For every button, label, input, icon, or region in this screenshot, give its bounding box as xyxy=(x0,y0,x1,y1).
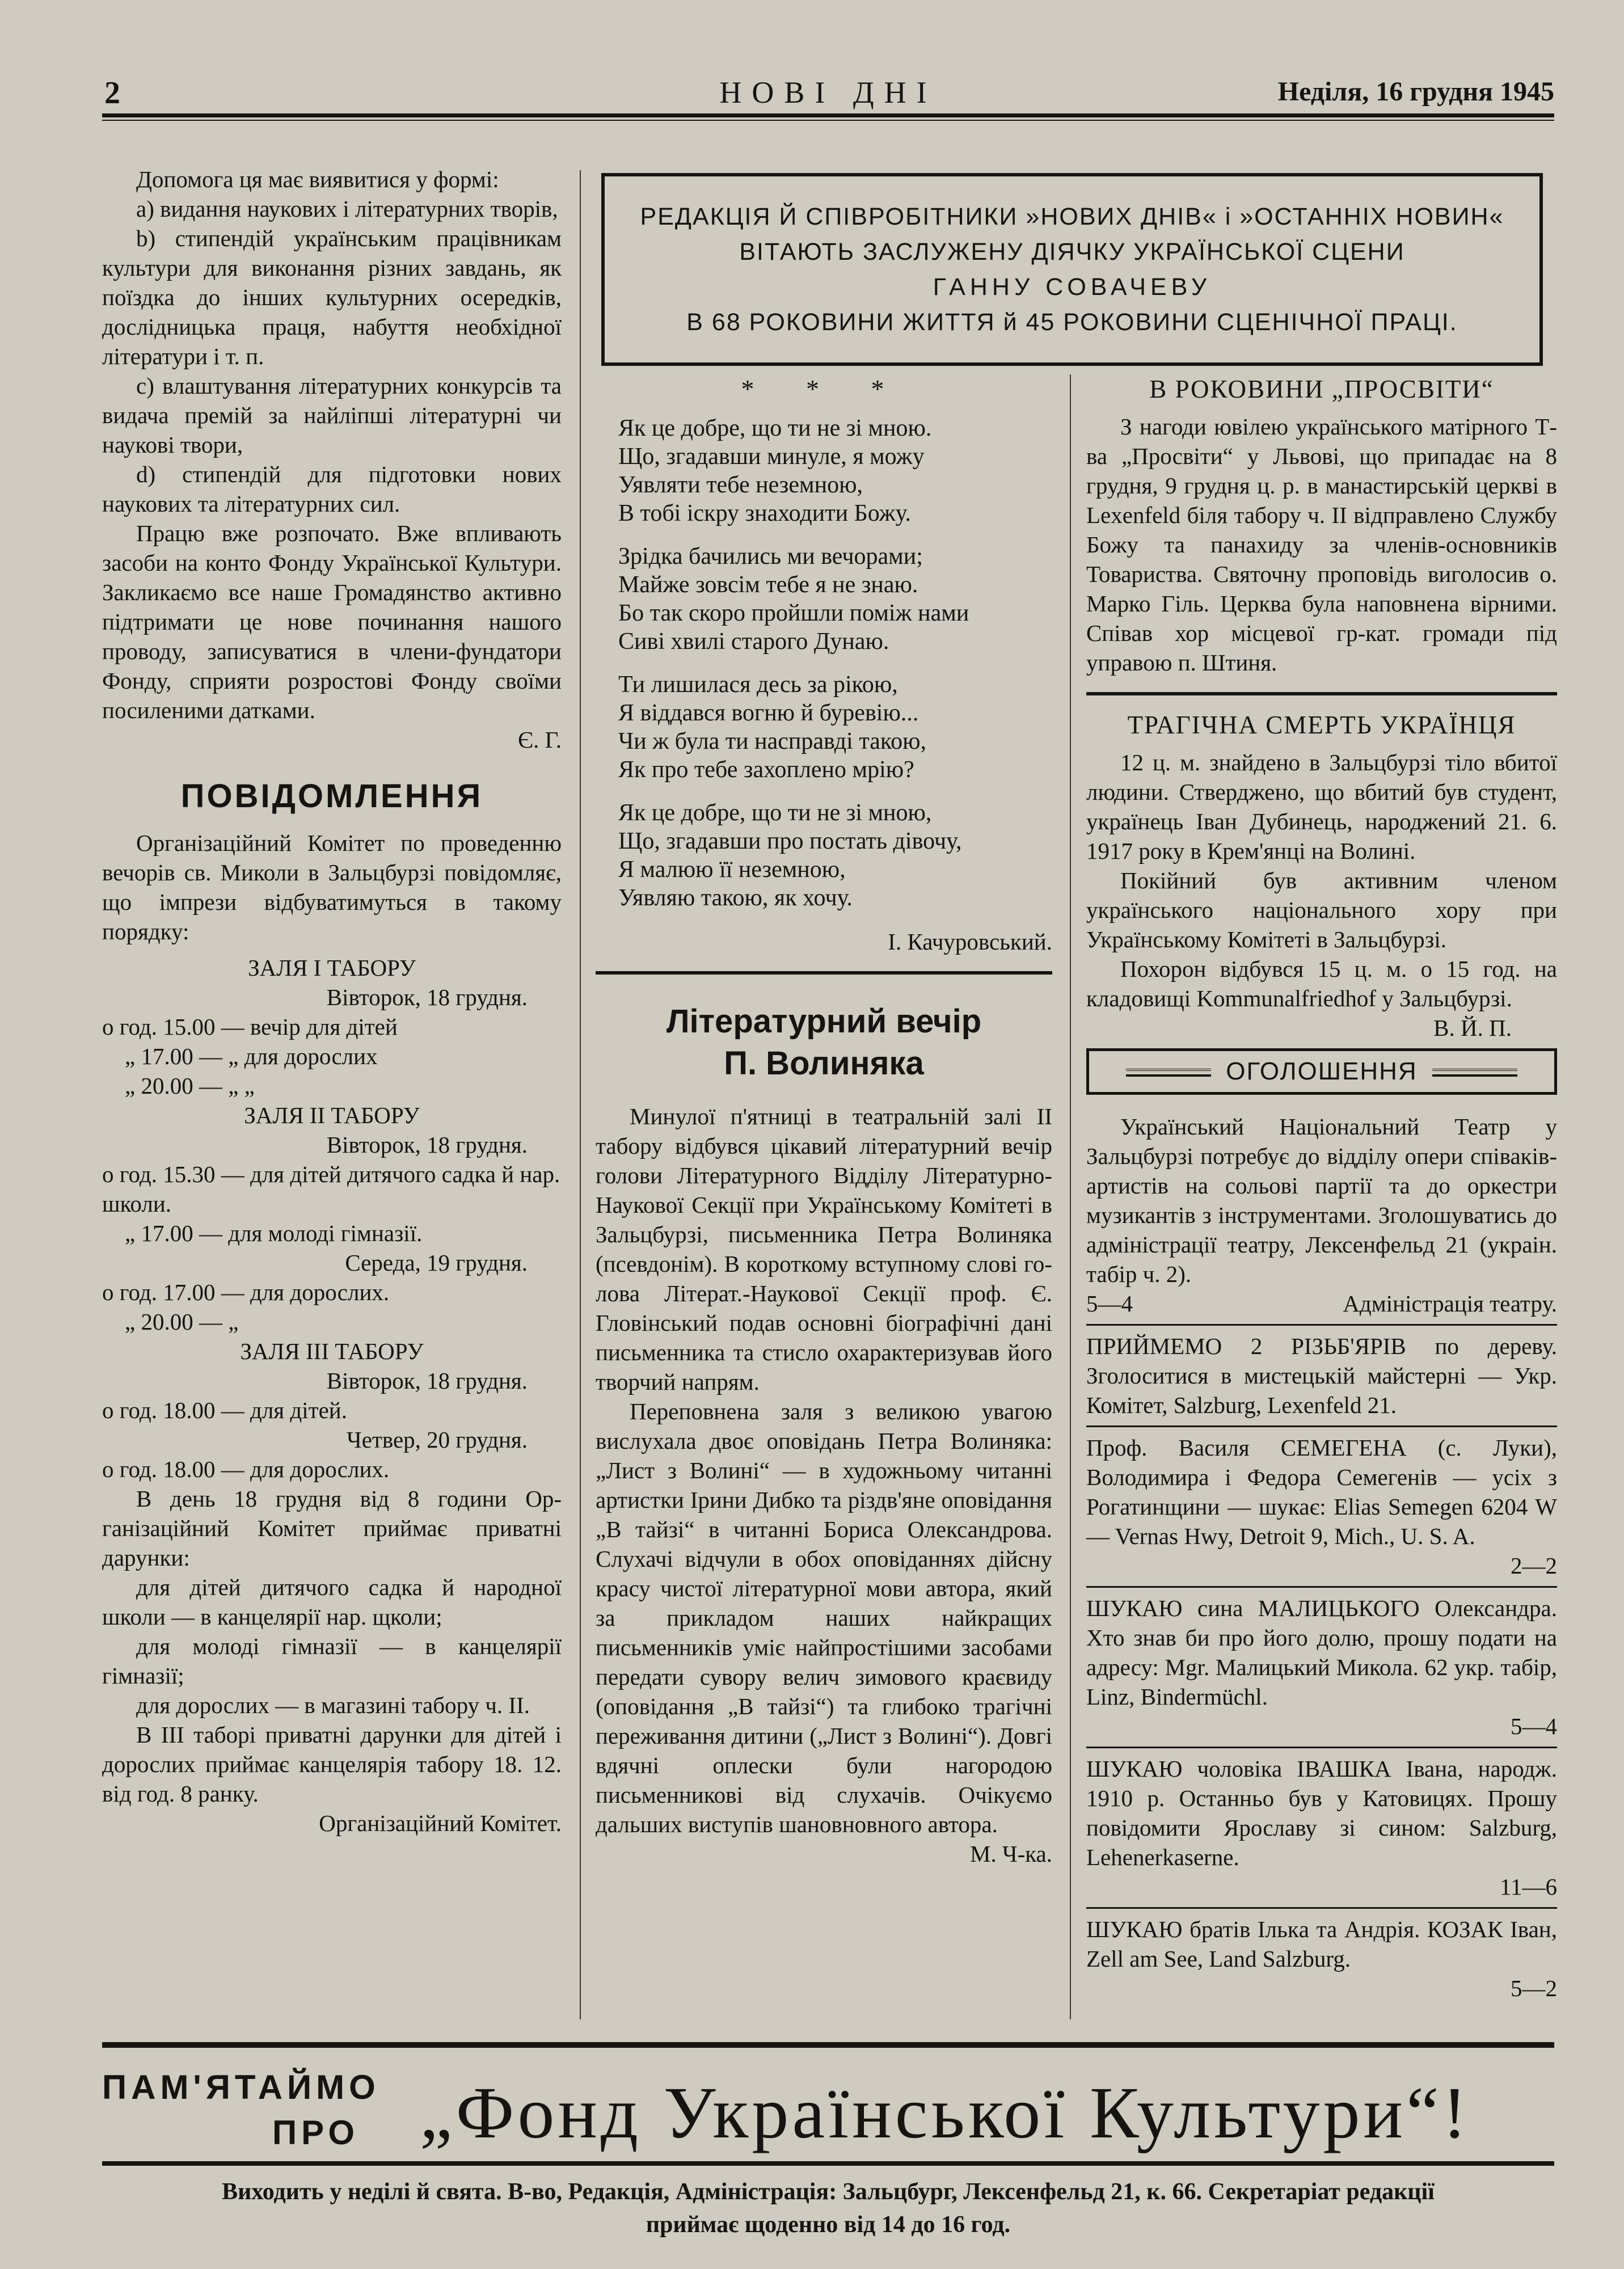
paragraph: З нагоди ювілею українського матірного Т-ва „Просвіти“ у Львові, що припадає на 8 грудня, 9 грудня ц. р. в манастирській церкві в Lexenfeld біля табору ч. II відправлено Службу Божу та панахиду за членів-основників Товариства. Святочну проповідь виголосив о. Марко Гіль. Церква була наповнена вірними. Співав хор місцевої гр-кат. громади під управою п. Штиня. xyxy=(1086,414,1557,676)
heading-line: Літературний вечір xyxy=(666,1003,982,1040)
poem-line: Чи ж була ти насправді такою, xyxy=(618,728,927,754)
masthead-title: НОВІ ДНІ xyxy=(719,75,937,109)
ads-heading-box xyxy=(1086,1048,1557,1095)
ad-text: Проф. Василя СЕМЕГЕНА (с. Луки), Володимира і Федора Семегенів — усіх з Рогатинщини — шукає: Elias Semegen 6204 W — Vernas Hwy, Detroit 9, Mich., U. S. A. xyxy=(1086,1435,1557,1549)
ad-item xyxy=(1086,1588,1557,1748)
schedule-line: „ 20.00 — „ xyxy=(125,1309,239,1335)
column-middle xyxy=(596,374,1052,1869)
paragraph: a) видання наукових і літературних творів, xyxy=(136,196,558,222)
poem-line: В тобі іскру знаходити Божу. xyxy=(618,500,911,526)
ad-item xyxy=(1086,1106,1557,1326)
paragraph: c) влаштування літературних конкурсів та видача премій за найліпші літературні чи наукові твори, xyxy=(102,373,562,458)
section-rule xyxy=(596,971,1052,975)
paragraph: Організаційний Комітет по проведенню вечорів св. Миколи в Зальцбурзі повідомляє, що імпрези відбуватимуться в такому порядку: xyxy=(102,830,562,944)
header-rule xyxy=(102,113,1554,121)
poem-line: Уявляти тебе неземною, xyxy=(618,472,863,498)
issue-date: Неділя, 16 грудня 1945 xyxy=(1277,77,1554,107)
ad-text: ШУКАЮ сина МАЛИЦЬКОГО Олександра. Хто знав би про його долю, прошу подати на адресу: Mgr. Малицький Микола. 62 укр. табір, Linz, Bindermüchl. xyxy=(1086,1595,1557,1710)
banner-small-text xyxy=(102,2065,380,2156)
poem-author: І. Качуровський. xyxy=(888,929,1052,955)
fund-article xyxy=(102,165,562,754)
column-divider xyxy=(580,170,581,2019)
poem-line: Сиві хвилі старого Дунаю. xyxy=(618,629,889,655)
hall-heading: ЗАЛЯ І ТАБОРУ xyxy=(248,955,416,981)
death-heading: ТРАГІЧНА СМЕРТЬ УКРАЇНЦЯ xyxy=(1127,711,1516,739)
hall-heading: ЗАЛЯ II ТАБОРУ xyxy=(244,1102,420,1128)
column-divider xyxy=(1070,374,1071,2019)
ad-code: 11—6 xyxy=(1500,1874,1557,1900)
paragraph: Минулої п'ятниці в театральній залі II табору відбувся цікавий літературний вечір голови Літературного Відділу Літературно-Наукової Секції при Українському Комітеті в Зальцбурзі, письменника Петра Волиняка (псевдонім). В короткому вступному слові голова Літерат.-Наукової Секції проф. Є. Гловінський подав основні біографічні дані письменника та стисло охарактеризував його творчий напрям. xyxy=(596,1103,1052,1395)
ad-text: Український Національний Театр у Зальцбурзі потребує до відділу опери співаків-артистів на сольові партії та до оркестри музикантів з інструментами. Зголошуватись до адміністрації театру, Лексенфельд 21 (украін. табір ч. 2). xyxy=(1086,1114,1557,1287)
poem-stanza xyxy=(618,414,1052,528)
announcement-heading: ПОВІДОМЛЕННЯ xyxy=(180,778,483,815)
literary-evening-heading xyxy=(596,1001,1052,1085)
poem-line: Майже зовсім тебе я не знаю. xyxy=(618,572,918,598)
schedule-line: „ 20.00 — „ „ xyxy=(125,1073,255,1099)
decor-rule xyxy=(1126,1069,1211,1077)
poem-line: Я малюю її неземною, xyxy=(618,857,846,883)
schedule-day: Четвер, 20 грудня. xyxy=(347,1427,528,1453)
greeting-line: В 68 РОКОВИНИ ЖИТТЯ й 45 РОКОВИНИ СЦЕНІЧНОЇ ПРАЦІ. xyxy=(686,309,1458,336)
paragraph: В день 18 грудня від 8 години Організаційний Комітет приймає приватні дарунки: xyxy=(102,1486,562,1571)
schedule-day: Вівторок, 18 грудня. xyxy=(326,1132,528,1158)
schedule-line: о год. 17.00 — для дорослих. xyxy=(102,1279,390,1305)
schedule-line: о год. 15.00 — вечір для дітей xyxy=(102,1014,398,1040)
prosvita-heading: В РОКОВИНИ „ПРОСВІТИ“ xyxy=(1149,375,1494,403)
hall-heading: ЗАЛЯ III ТАБОРУ xyxy=(240,1338,424,1364)
ad-signature: Адміністрація театру. xyxy=(1343,1290,1557,1317)
column-right xyxy=(1086,374,1557,2009)
poem-stars: * * * xyxy=(741,374,907,403)
banner-line: ПАМ'ЯТАЙМО xyxy=(102,2068,380,2106)
poem-line: Бо так скоро пройшли поміж нами xyxy=(618,600,969,626)
poem-line: Зрідка бачились ми вечорами; xyxy=(618,543,923,570)
schedule-line: о год. 18.00 — для дітей. xyxy=(102,1397,347,1423)
greeting-line: ВІТАЮТЬ ЗАСЛУЖЕНУ ДІЯЧКУ УКРАЇНСЬКОЇ СЦЕНИ xyxy=(739,238,1405,265)
paragraph: Переповнена заля з великою увагою вислухала двоє оповідань Петра Волиняка: „Лист з Волині“ — в художньому читанні артистки Ірини Дибко та різдв'яне оповідання „В тайзі“ в читанні Бориса Олександрова. Слухачі відчули в обох оповіданнях дійсну красу чистої літературної мови автора, який за прикладом наших найкращих письменників уміє найпростішими засобами передати сувору велич зимового краєвиду (оповідання „В тайзі“) та глибоко трагічні переживання дитини („Лист з Волині“). Довгі вдячні оплeски були нагородою письменникові від слухачів. Очікуємо дальших виступів шановновного автора. xyxy=(596,1398,1052,1837)
ad-code: 5—4 xyxy=(1086,1290,1133,1317)
ad-text: ПРИЙМЕМО 2 РІЗЬБ'ЯРІВ по дереву. Зголоситися в мистецькій майстерні — Укр. Комітет, Salzburg, Lexenfeld 21. xyxy=(1086,1333,1557,1418)
greeting-line: РЕДАКЦІЯ Й СПІВРОБІТНИКИ »НОВИХ ДНІВ« і »ОСТАННІХ НОВИН« xyxy=(640,203,1504,230)
ad-item xyxy=(1086,1909,1557,2009)
ad-item xyxy=(1086,1326,1557,1427)
poem-line: Як про тебе захоплено мрію? xyxy=(618,757,914,783)
ad-item xyxy=(1086,1427,1557,1588)
poem-line: Як це добре, що ти не зі мною. xyxy=(618,415,932,441)
paragraph: для дорослих — в магазині табору ч. II. xyxy=(136,1692,530,1718)
schedule-line: о год. 18.00 — для дорослих. xyxy=(102,1456,390,1482)
paragraph: d) стипендій для підготовки нових наукових та літературних сил. xyxy=(102,461,562,517)
banner-line: ПРО xyxy=(272,2114,360,2152)
column-left xyxy=(102,165,562,1838)
poem-line: Уявляю такою, як хочу. xyxy=(618,885,853,911)
imprint-line: приймає щоденно від 14 до 16 год. xyxy=(646,2212,1011,2238)
schedule-day: Вівторок, 18 грудня. xyxy=(326,1368,528,1394)
greeting-box xyxy=(601,173,1543,366)
signature: Організаційний Комітет. xyxy=(319,1810,562,1836)
ad-code: 2—2 xyxy=(1511,1553,1557,1579)
ad-code: 5—4 xyxy=(1511,1713,1557,1739)
decor-rule xyxy=(1432,1069,1517,1077)
schedule-line: „ 17.00 — „ для дорослих xyxy=(125,1043,378,1069)
paragraph: 12 ц. м. знайдено в Зальцбурзі тіло вбитої людини. Стверджено, що вбитий був студент, українець Іван Дубинець, народжений 21. 6. 1917 року в Крем'янці на Волині. xyxy=(1086,749,1557,864)
poem-stanza xyxy=(618,670,1052,784)
poem-stanza xyxy=(618,542,1052,656)
signature: М. Ч-ка. xyxy=(969,1841,1052,1867)
footer-rule xyxy=(102,2161,1554,2166)
paragraph: b) стипендій українським працівникам культури для виконання різних завдань, як поїздка до інших культурних осередків, дослідницька праця, набуття необхідної літератури і т. п. xyxy=(102,225,562,369)
ad-code: 5—2 xyxy=(1511,1975,1557,2001)
ad-text: ШУКАЮ братів Ількa та Андрія. КОЗАК Іван, Zell am See, Land Salzburg. xyxy=(1086,1916,1557,1972)
heading-line: П. Волиняка xyxy=(724,1045,924,1082)
poem-line: Ти лишилася десь за рікою, xyxy=(618,672,898,698)
paragraph: для молоді гімназії — в канцелярії гімназії; xyxy=(102,1633,562,1689)
paragraph: В III таборі приватні дарунки для дітей і дорослих приймає канцелярія табору 18. 12. від год. 8 ранку. xyxy=(102,1722,562,1807)
schedule-day: Вівторок, 18 грудня. xyxy=(326,984,528,1010)
signature: Є. Г. xyxy=(518,727,562,753)
page-number: 2 xyxy=(104,75,120,111)
poem-line: Як це добре, що ти не зі мною, xyxy=(618,800,932,826)
ads-heading: ОГОЛОШЕННЯ xyxy=(1226,1057,1418,1085)
poem-stanza xyxy=(618,799,1052,912)
ad-text: ШУКАЮ чоловіка ІВАШКА Івана, народж. 1910 р. Останньо був у Катовицях. Прошу повідомити Ярославу зі сином: Salzburg, Lehenerkaserne. xyxy=(1086,1756,1557,1870)
greeting-name: ГАННУ СОВАЧЕВУ xyxy=(933,273,1212,301)
poem-line: Що, згадавши минуле, я можу xyxy=(618,444,925,470)
paragraph: Похорон відбувся 15 ц. м. о 15 год. на кладовищі Kommunalfriedhof у Зальцбурзі. xyxy=(1086,956,1557,1011)
fund-banner xyxy=(102,2042,1554,2173)
schedule-day: Середа, 19 грудня. xyxy=(345,1250,528,1276)
banner-big-text: „Фонд Української Культури“! xyxy=(420,2072,1471,2154)
schedule-line: „ 17.00 — для молоді гімназії. xyxy=(125,1220,423,1246)
ad-footer xyxy=(1086,1289,1557,1318)
ad-item xyxy=(1086,1748,1557,1909)
section-rule xyxy=(1086,692,1557,695)
paragraph: Працю вже розпочато. Вже впливають засоби на конто Фонду Української Культури. Закликаємо все наше Громадянство активно підтримати це нове починання нашого проводу, записуватися в члени-фундатори Фонду, сприяти розростові Фонду своїми посиленими датками. xyxy=(102,520,562,723)
signature: В. Й. П. xyxy=(1433,1015,1512,1041)
poem-line: Я віддався вогню й буревію... xyxy=(618,700,919,726)
poem xyxy=(618,414,1052,912)
paragraph: для дітей дитячого садка й народної школи — в канцелярії нар. щколи; xyxy=(102,1574,562,1630)
poem-line: Що, згадавши про постать дівочу, xyxy=(618,828,962,854)
paragraph: Допомога ця має виявитися у формі: xyxy=(136,166,499,192)
paragraph: Покійний був активним членом українського національного хору при Українському Комітеті в Зальцбурзі. xyxy=(1086,867,1557,952)
page-header xyxy=(102,73,1554,112)
imprint-line: Виходить у неділі й свята. В-во, Редакція, Адміністрація: Зальцбург, Лексенфельд 21, к. 66. Секретаріат редакції xyxy=(222,2179,1435,2205)
schedule-line: о год. 15.30 — для дітей дитячого садка й нар. школи. xyxy=(102,1161,560,1217)
imprint xyxy=(102,2175,1554,2241)
